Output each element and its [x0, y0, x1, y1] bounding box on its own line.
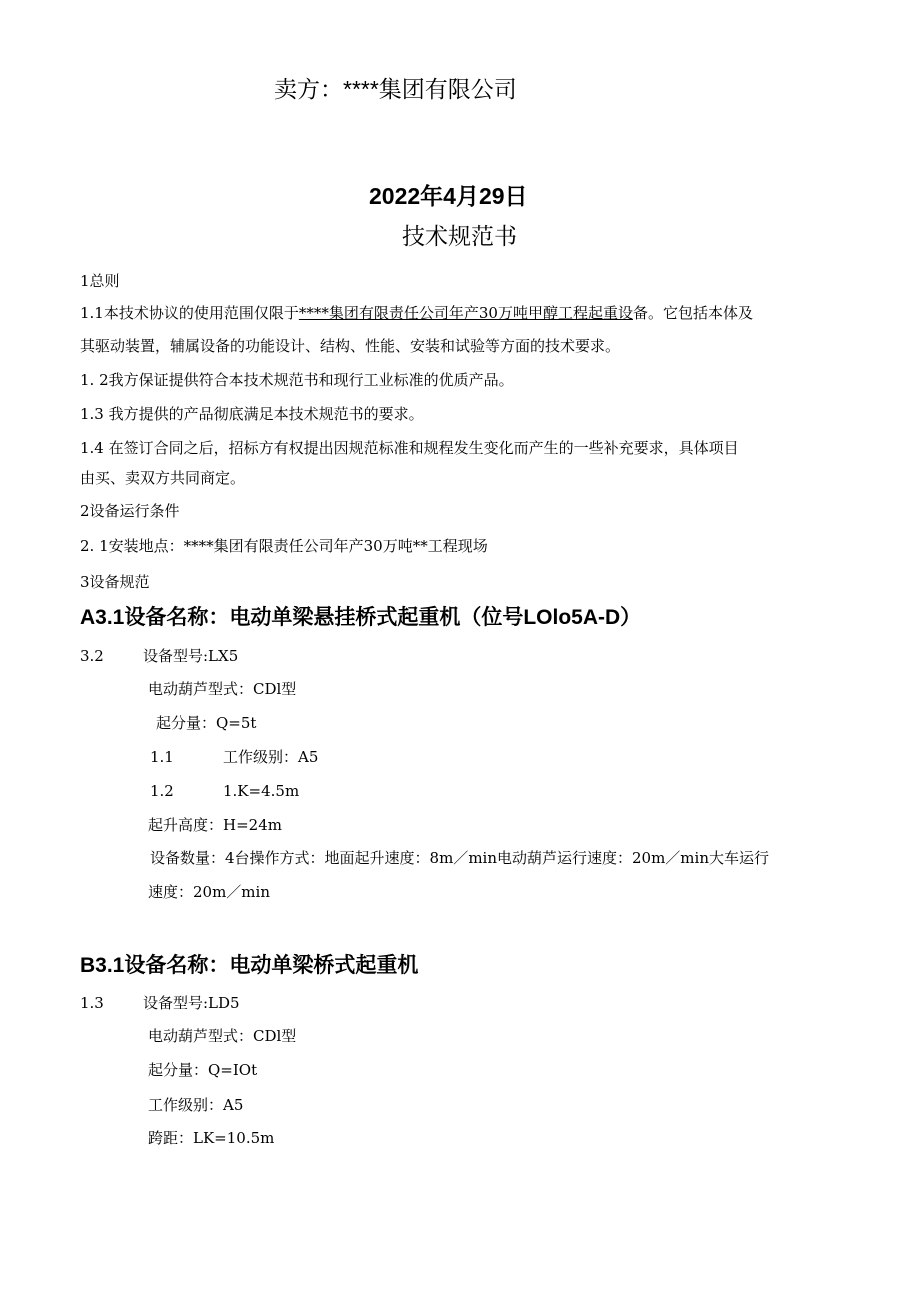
equipment-b-hoist-type: 电动葫芦型式：CDl型 [148, 1027, 297, 1045]
item-1-3-number: 1.3 [80, 994, 104, 1012]
paragraph-1-3: 1.3 我方提供的产品彻底满足本技术规范书的要求。 [80, 405, 424, 423]
paragraph-1-1-prefix: 1.1本技术协议的使用范围仅限于 [80, 304, 299, 322]
equipment-a-lift-height: 起升高度：H=24m [148, 816, 282, 834]
equipment-b-title: B3.1设备名称：电动单梁桥式起重机 [80, 954, 419, 977]
seller-line: 卖方：****集团有限公司 [274, 76, 517, 102]
paragraph-2-1: 2. 1安装地点：****集团有限责任公司年产30万吨**工程现场 [80, 537, 488, 555]
document-title: 技术规范书 [402, 223, 517, 249]
item-1-3-model: 设备型号:LD5 [143, 994, 240, 1012]
equipment-b-span: 跨距：LK=10.5m [148, 1129, 275, 1147]
section-3-heading: 3设备规范 [80, 573, 150, 591]
paragraph-1-4-line-2: 由买、卖双方共同商定。 [80, 469, 246, 487]
equipment-a-hoist-type: 电动葫芦型式：CDl型 [148, 680, 297, 698]
section-1-heading: 1总则 [80, 272, 120, 290]
paragraph-1-1-underlined: ****集团有限责任公司年产30万吨甲醇工程起重设 [298, 304, 633, 322]
paragraph-1-1-suffix: 备。它包括本体及 [632, 304, 753, 322]
item-3-2-model: 设备型号:LX5 [143, 647, 239, 665]
paragraph-1-1-line-1 [80, 302, 753, 324]
equipment-a-span: 1.K=4.5m [223, 782, 300, 800]
section-2-heading: 2设备运行条件 [80, 502, 180, 520]
equipment-a-speed: 速度：20m／min [148, 883, 270, 901]
item-1-2-number: 1.2 [150, 782, 174, 800]
item-1-1-number: 1.1 [150, 748, 174, 766]
equipment-a-quantity: 设备数量：4台操作方式：地面起升速度：8m／min电动葫芦运行速度：20m／min大车运行 [150, 849, 769, 867]
item-3-2-number: 3.2 [80, 647, 104, 665]
equipment-b-load: 起分量：Q=IOt [148, 1061, 258, 1079]
equipment-b-work-class: 工作级别：A5 [148, 1096, 244, 1114]
document-date: 2022年4月29日 [369, 183, 528, 209]
paragraph-1-4-line-1: 1.4 在签订合同之后，招标方有权提出因规范标准和规程发生变化而产生的一些补充要求，具体项目 [80, 439, 739, 457]
equipment-a-load: 起分量：Q=5t [156, 714, 257, 732]
equipment-a-work-class: 工作级别：A5 [223, 748, 319, 766]
paragraph-1-1-line-2: 其驱动装置，辅属设备的功能设计、结构、性能、安装和试验等方面的技术要求。 [80, 337, 621, 355]
paragraph-1-2: 1. 2我方保证提供符合本技术规范书和现行工业标准的优质产品。 [80, 371, 514, 389]
equipment-a-title: A3.1设备名称：电动单梁悬挂桥式起重机（位号LOlo5A-D） [80, 606, 642, 629]
